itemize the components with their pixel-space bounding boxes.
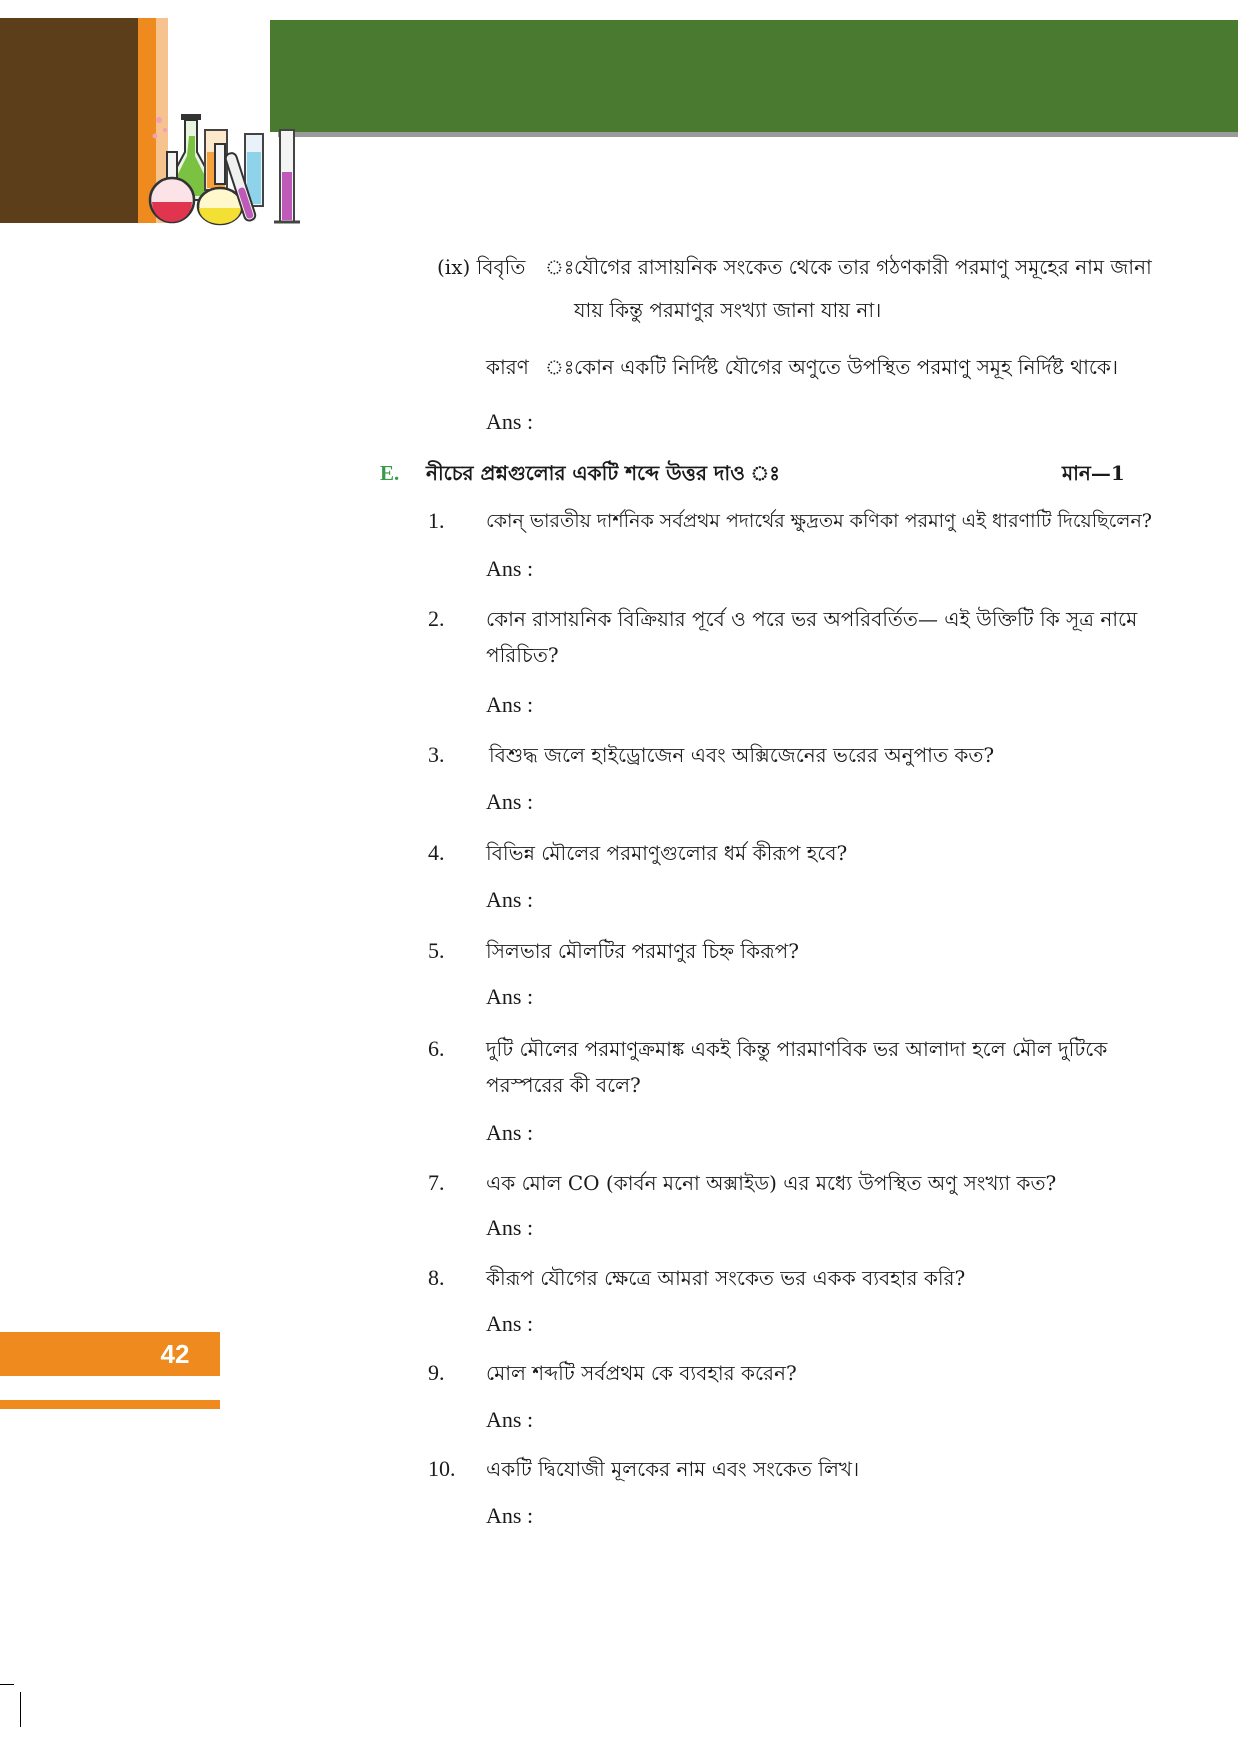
answer-label: Ans : bbox=[486, 1120, 534, 1145]
statement-colon: ঃ bbox=[545, 255, 575, 279]
answer-label: Ans : bbox=[486, 1215, 534, 1240]
crop-mark bbox=[0, 1684, 14, 1685]
question-number: 7. bbox=[428, 1170, 445, 1195]
question-text: একটি দ্বিযোজী মূলকের নাম এবং সংকেত লিখ। bbox=[486, 1457, 860, 1481]
page-number-underline bbox=[0, 1400, 220, 1409]
answer-label: Ans : bbox=[486, 1407, 534, 1432]
question-text: কীরূপ যৌগের ক্ষেত্রে আমরা সংকেত ভর একক ব্যবহার করি? bbox=[486, 1266, 966, 1290]
question-text: দুটি মৌলের পরমাণুক্রমাঙ্ক একই কিন্তু পারমাণবিক ভর আলাদা হলে মৌল দুটিকে bbox=[486, 1037, 1108, 1061]
question-number: 6. bbox=[428, 1036, 445, 1061]
answer-label: Ans : bbox=[486, 692, 534, 717]
answer-label: Ans : bbox=[486, 887, 534, 912]
question-number: 2. bbox=[428, 606, 445, 631]
section-letter: E. bbox=[380, 461, 400, 485]
question-number: 10. bbox=[428, 1456, 456, 1481]
answer-label: Ans : bbox=[486, 984, 534, 1009]
lab-glassware-icon bbox=[145, 112, 315, 230]
answer-label: Ans : bbox=[486, 1503, 534, 1528]
section-marks: মান—1 bbox=[1062, 461, 1125, 485]
section-heading: নীচের প্রশ্নগুলোর একটি শব্দে উত্তর দাও ঃ bbox=[426, 461, 780, 485]
reason-colon: ঃ bbox=[545, 355, 575, 379]
question-number: 1. bbox=[428, 508, 445, 533]
reason-label: কারণ bbox=[486, 355, 529, 379]
question-text: বিশুদ্ধ জলে হাইড্রোজেন এবং অক্সিজেনের ভরের অনুপাত কত? bbox=[489, 743, 995, 767]
question-text: বিভিন্ন মৌলের পরমাণুগুলোর ধর্ম কীরূপ হবে? bbox=[486, 841, 848, 865]
reason-text: কোন একটি নির্দিষ্ট যৌগের অণুতে উপস্থিত পরমাণু সমূহ নির্দিষ্ট থাকে। bbox=[574, 355, 1119, 379]
question-text: এক মোল CO (কার্বন মনো অক্সাইড) এর মধ্যে উপস্থিত অণু সংখ্যা কত? bbox=[486, 1171, 1057, 1195]
statement-text-line2: যায় কিন্তু পরমাণুর সংখ্যা জানা যায় না। bbox=[574, 298, 882, 322]
question-text: মোল শব্দটি সর্বপ্রথম কে ব্যবহার করেন? bbox=[486, 1361, 797, 1385]
question-text-cont: পরিচিত? bbox=[486, 643, 559, 667]
answer-label: Ans : bbox=[486, 789, 534, 814]
statement-label: (ix) বিবৃতি bbox=[437, 255, 526, 279]
page-number: 42 bbox=[160, 1339, 190, 1369]
answer-label: Ans : bbox=[486, 409, 534, 434]
question-text: কোন রাসায়নিক বিক্রিয়ার পূর্বে ও পরে ভর অপরিবর্তিত— এই উক্তিটি কি সূত্র নামে bbox=[486, 607, 1138, 631]
question-text: কোন্ ভারতীয় দার্শনিক সর্বপ্রথম পদার্থের ক্ষুদ্রতম কণিকা পরমাণু এই ধারণাটি দিয়েছিলেন? bbox=[486, 510, 1152, 532]
question-number: 8. bbox=[428, 1265, 445, 1290]
crop-mark bbox=[20, 1692, 21, 1727]
question-number: 9. bbox=[428, 1360, 445, 1385]
statement-text-line1: যৌগের রাসায়নিক সংকেত থেকে তার গঠণকারী পরমাণু সমূহের নাম জানা bbox=[574, 255, 1152, 279]
question-number: 4. bbox=[428, 840, 445, 865]
question-number: 5. bbox=[428, 938, 445, 963]
header-brown-band bbox=[0, 18, 138, 223]
answer-label: Ans : bbox=[486, 1311, 534, 1336]
question-text-cont: পরস্পরের কী বলে? bbox=[486, 1073, 641, 1097]
header-green-banner bbox=[270, 20, 1238, 132]
header-shadow-line bbox=[278, 132, 1238, 137]
question-number: 3. bbox=[428, 742, 445, 767]
answer-label: Ans : bbox=[486, 556, 534, 581]
question-text: সিলভার মৌলটির পরমাণুর চিহ্ন কিরূপ? bbox=[486, 939, 799, 963]
